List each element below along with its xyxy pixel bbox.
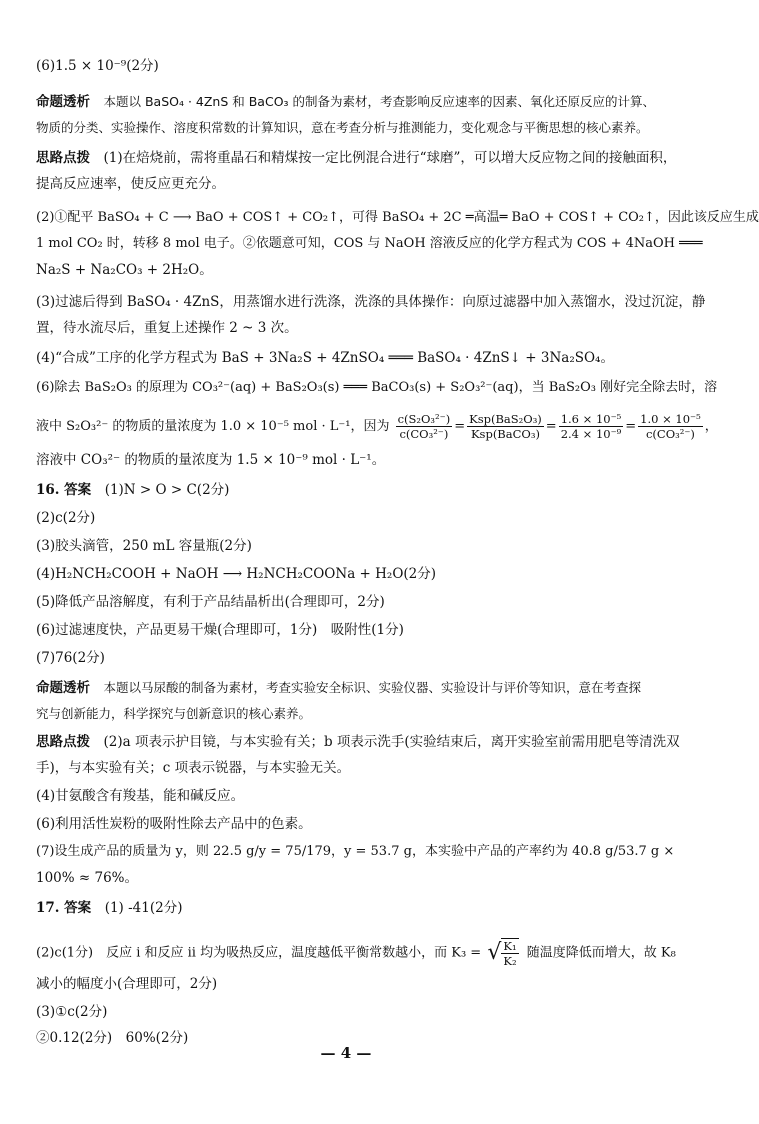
answer-line: 减小的幅度小(合理即可，2分) (36, 976, 218, 992)
answer-line: (3)胶头滴管，250 mL 容量瓶(2分) (36, 538, 252, 554)
hint-line: (7)设生成产品的质量为 y，则 22.5 g/y = 75/179，y = 53.7 g，本实验中产品的产率约为 40.8 g/53.7 g × (36, 844, 675, 859)
answer-line: (5)降低产品溶解度，有利于产品结晶析出(合理即可，2分) (36, 594, 385, 610)
hint-line: 提高反应速率，使反应更充分。 (36, 176, 225, 192)
answer-line: 17. 答案 (1) -41(2分) (36, 900, 183, 916)
hint-line: 置，待水流尽后，重复上述操作 2 ~ 3 次。 (36, 320, 298, 336)
answer-line: (2)c(1分) 反应 ⅰ 和反应 ⅱ 均为吸热反应，温度越低平衡常数越小，而 K₃ = √ $\frac{\text{K₁}}{\text{K₂}}$ 随温度降低而增大，故 K₈ (36, 939, 676, 968)
page-number: — 4 — (320, 1044, 372, 1062)
fraction-values: $\frac{\text{1.6 × 10⁻⁵}}{\text{2.4 × 10⁻⁹}}$ (560, 412, 622, 441)
sqrt-expression: √ $\frac{\text{K₁}}{\text{K₂}}$ (487, 939, 517, 968)
hint-line: 手)，与本实验有关；c 项表示锐器，与本实验无关。 (36, 760, 351, 776)
section-label: 命题透析 (36, 680, 90, 696)
fraction-concentration: $\frac{\text{c(S₂O₃²⁻)}}{\text{c(CO₃²⁻)}}$ (397, 412, 451, 441)
question-number: 16. 答案 (36, 482, 92, 498)
hint-line: 思路点拨 (2)a 项表示护目镜，与本实验有关；b 项表示洗手(实验结束后，离开实验室前需用肥皂等清洗双 (36, 734, 680, 750)
hint-line: (6)利用活性炭粉的吸附性除去产品中的色素。 (36, 816, 312, 832)
answer-line: (6)1.5 × 10⁻⁹(2分) (36, 58, 159, 74)
answer-line: (7)76(2分) (36, 650, 105, 666)
answer-line: (3)①c(2分) (36, 1004, 108, 1020)
question-number: 17. 答案 (36, 900, 92, 916)
analysis-line: 命题透析 本题以马尿酸的制备为素材，考查实验安全标识、实验仪器、实验设计与评价等知识，意在考查探 (36, 680, 642, 696)
section-label: 命题透析 (36, 94, 90, 110)
hint-line: Na₂S + Na₂CO₃ + 2H₂O。 (36, 262, 213, 278)
hint-line: 思路点拨 (1)在焙烧前，需将重晶石和精煤按一定比例混合进行“球磨”，可以增大反应物之间的接触面积， (36, 150, 677, 166)
analysis-line: 究与创新能力，科学探究与创新意识的核心素养。 (36, 706, 312, 721)
hint-line: 溶液中 CO₃²⁻ 的物质的量浓度为 1.5 × 10⁻⁹ mol · L⁻¹。 (36, 452, 386, 468)
hint-line: (3)过滤后得到 BaSO₄ · 4ZnS，用蒸馏水进行洗涤，洗涤的具体操作：向原过滤器中加入蒸馏水，没过沉淀，静 (36, 294, 706, 310)
answer-line: 16. 答案 (1)N > O > C(2分) (36, 482, 230, 498)
analysis-line: 命题透析 本题以 BaSO₄ · 4ZnS 和 BaCO₃ 的制备为素材，考查影响反应速率的因素、氧化还原反应的计算、 (36, 94, 656, 110)
answer-line: (2)c(2分) (36, 510, 96, 526)
hint-line: (4)甘氨酸含有羧基，能和碱反应。 (36, 788, 245, 804)
section-label: 思路点拨 (36, 734, 90, 750)
hint-line: (4)“合成”工序的化学方程式为 BaS + 3Na₂S + 4ZnSO₄ ═══ BaSO₄ · 4ZnS↓ + 3Na₂SO₄。 (36, 350, 614, 366)
answer-line: ②0.12(2分) 60%(2分) (36, 1030, 189, 1046)
analysis-line: 物质的分类、实验操作、溶度积常数的计算知识，意在考查分析与推测能力，变化观念与平衡思想的核心素养。 (36, 120, 649, 135)
hint-line: 液中 S₂O₃²⁻ 的物质的量浓度为 1.0 × 10⁻⁵ mol · L⁻¹，因为 $\frac{\text{c(S₂O₃²⁻)}}{\text{c(CO₃²⁻)}}$ = $\frac{\text{Ksp(BaS₂O₃)}}{\text{Ksp(BaCO₃)}}$ = $\frac{\text{1.6 × 10⁻⁵}}{\text{2.4 × 10⁻⁹}}$ = $\frac{\text{1.0 × 10⁻⁵}}{\text{c(CO₃²⁻)}}$ ， (36, 412, 718, 441)
answer-line: (6)过滤速度快，产品更易干燥(合理即可，1分) 吸附性(1分) (36, 622, 404, 638)
hint-line: (6)除去 BaS₂O₃ 的原理为 CO₃²⁻(aq) + BaS₂O₃(s) ═══ BaCO₃(s) + S₂O₃²⁻(aq)，当 BaS₂O₃ 刚好完全除去时，溶 (36, 380, 718, 395)
hint-line: 100% ≈ 76%。 (36, 870, 138, 886)
fraction-ksp: $\frac{\text{Ksp(BaS₂O₃)}}{\text{Ksp(BaCO₃)}}$ (469, 412, 542, 441)
hint-line: 1 mol CO₂ 时，转移 8 mol 电子。②依题意可知，COS 与 NaOH 溶液反应的化学方程式为 COS + 4NaOH ═══ (36, 236, 703, 251)
hint-line: (2)①配平 BaSO₄ + C ⟶ BaO + COS↑ + CO₂↑，可得 BaSO₄ + 2C ═高温═ BaO + COS↑ + CO₂↑，因此该反应生成 (36, 210, 759, 225)
section-label: 思路点拨 (36, 150, 90, 166)
answer-line: (4)H₂NCH₂COOH + NaOH ⟶ H₂NCH₂COONa + H₂O(2分) (36, 566, 437, 582)
fraction-result: $\frac{\text{1.0 × 10⁻⁵}}{\text{c(CO₃²⁻)}}$ (640, 412, 701, 441)
